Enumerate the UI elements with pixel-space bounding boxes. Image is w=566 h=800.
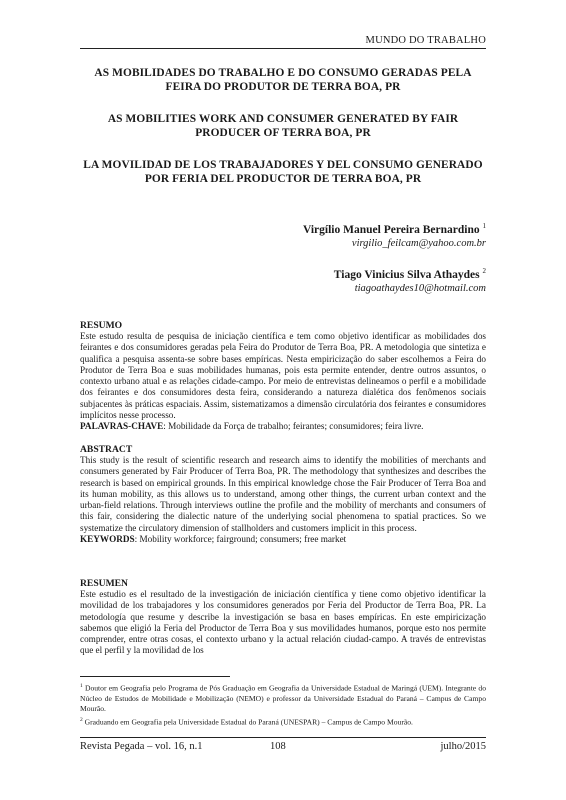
resumo-keywords-text: : Mobilidade da Força de trabalho; feirantes; consumidores; feira livre.: [163, 421, 424, 432]
abstract-section: [80, 444, 486, 545]
footer-date: julho/2015: [440, 741, 486, 752]
title-spanish: LA MOVILIDAD DE LOS TRABAJADORES Y DEL CONSUMO GENERADO POR FERIA DEL PRODUCTOR DE TERRA BOA, PR: [83, 159, 483, 185]
author-2-footnote-mark[interactable]: 2: [482, 267, 486, 275]
author-2-line: [334, 264, 486, 282]
footnotes: [80, 681, 486, 728]
resumo-section: [80, 320, 486, 433]
footnote-1-mark: 1: [80, 683, 83, 689]
author-1: [303, 219, 486, 251]
footnote-2-mark: 2: [80, 716, 83, 723]
footnote-rule: [80, 676, 230, 677]
abstract-heading: ABSTRACT: [80, 444, 133, 455]
running-header: MUNDO DO TRABALHO: [365, 35, 486, 46]
footnote-1: [80, 681, 486, 714]
title-block: [80, 66, 486, 204]
header-rule: [80, 48, 486, 49]
author-2: [334, 264, 486, 296]
resumen-section: [80, 578, 486, 657]
footer-page-number: 108: [270, 741, 286, 752]
footnote-2: [80, 715, 486, 728]
author-1-line: [303, 219, 486, 237]
author-1-footnote-mark[interactable]: 1: [482, 222, 486, 230]
resumo-keywords: [80, 421, 486, 432]
abstract-text: This study is the result of scientific research and research aims to identify the mobilities of merchants and consumers generated by Fair Producer of Terra Boa, PR. The methodology that synthesizes and describes the research is based on empirical grounds. In this empirical knowledge chose the Fair Producer of Terra Boa and its human mobility, as this allows us to understand, among other things, the current urban context and the urban-field relations. Through interviews outline the profile and the mobility of merchants and consumers of this fair, considering the dialectic nature of the underlying social phenomena to spatial practices. So we systematize the circulatory dimension of stallholders and customers implicit in this process.: [80, 455, 486, 533]
resumen-text: Este estudio es el resultado de la investigación de iniciación científica y tiene como objetivo identificar la movilidad de los trabajadores y los consumidores generados por Feria del Productor de Terra Boa, PR. La metodología que resume y describe la investigación se basa en bases empíricas. En este empiricização sabemos que eligió la Feria del Productor de Terra Boa y sus movilidades humanos, porque esto nos permite comprender, entre otras cosas, el contexto urbano y la actual relación ciudad-campo. A través de entrevistas que el perfil y la movilidad de los: [80, 589, 486, 656]
author-2-email[interactable]: tiagoathaydes10@hotmail.com: [354, 282, 486, 294]
footer-rule: [80, 737, 486, 738]
abstract-keywords-text: : Mobility workforce; fairground; consumers; free market: [134, 534, 347, 545]
footer-journal: Revista Pegada – vol. 16, n.1: [80, 741, 203, 752]
resumen-heading: RESUMEN: [80, 578, 128, 589]
author-1-email[interactable]: virgilio_feilcam@yahoo.com.br: [351, 237, 486, 249]
title-english: AS MOBILITIES WORK AND CONSUMER GENERATED BY FAIR PRODUCER OF TERRA BOA, PR: [107, 113, 459, 139]
abstract-keywords: [80, 534, 486, 545]
footnote-1-text: Doutor em Geografia pelo Programa de Pós Graduação em Geografia da Universidade Estadual de Maringá (UEM). Integrante do Núcleo de Estudos de Mobilidade e Mobilização (NEMO) e professor da Universidade Estadual do Paraná – Campus de Campo Mourão.: [80, 683, 486, 713]
resumo-heading: RESUMO: [80, 320, 123, 331]
author-2-name: Tiago Vinicius Silva Athaydes: [333, 268, 480, 281]
resumo-text: Este estudo resulta de pesquisa de iniciação científica e tem como objetivo identificar as mobilidades dos feirantes e dos consumidores geradas pela Feira do Produtor de Terra Boa, PR. A metodologia que sintetiza e qualifica a pesquisa assenta-se sobre bases empíricas. Nesta empiricização do saber escolhemos a Feira do Produtor de Terra Boa e suas mobilidades humanas, pois esta permite entender, dentre outros assuntos, o contexto urbano atual e as relações cidade-campo. Por meio de entrevistas delineamos o perfil e a mobilidade dos feirantes e dos consumidores desta feira, considerando a natureza dialética dos fenômenos sociais subjacentes às práticas espaciais. Assim, sistematizamos a dimensão circulatória dos feirantes e consumidores implícitos nesse processo.: [80, 331, 486, 421]
abstract-keywords-label: KEYWORDS: [80, 534, 135, 545]
resumo-keywords-label: PALAVRAS-CHAVE: [80, 421, 164, 432]
page-footer: [80, 741, 486, 755]
title-portuguese: AS MOBILIDADES DO TRABALHO E DO CONSUMO GERADAS PELA FEIRA DO PRODUTOR DE TERRA BOA, PR: [94, 67, 472, 93]
footnote-2-text: Graduando em Geografia pela Universidade Estadual do Paraná (UNESPAR) – Campus de Campo Mourão.: [82, 717, 413, 727]
author-1-name: Virgílio Manuel Pereira Bernardino: [302, 223, 480, 236]
